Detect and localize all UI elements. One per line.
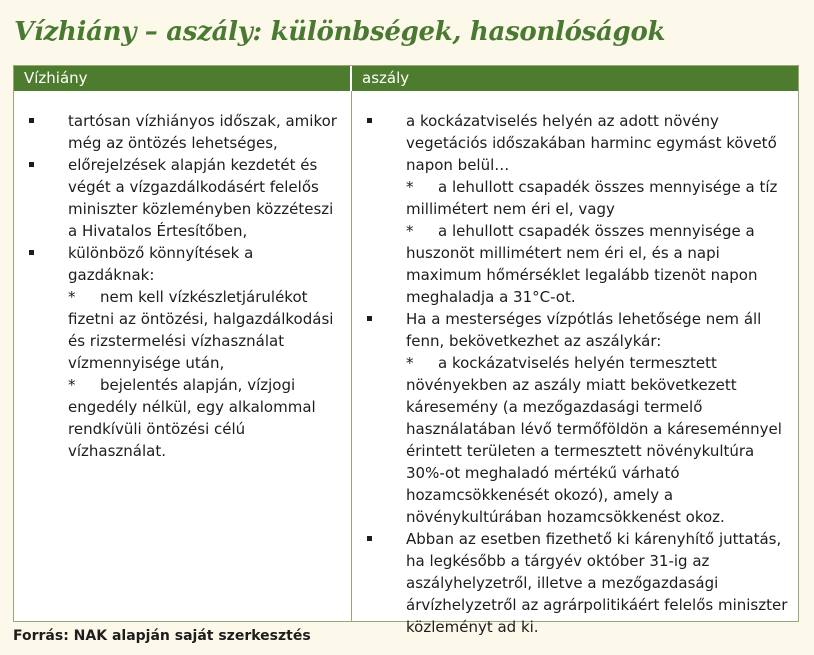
list-item: Ha a mesterséges vízpótlás lehetősége nem áll fenn, bekövetkezhet az aszálykár: <box>364 308 794 352</box>
column-divider-line <box>351 91 352 621</box>
list-item: tartósan vízhiányos időszak, amikor még az öntözés lehetséges, <box>26 110 342 154</box>
sub-item-text: bejelentés alapján, vízjogi engedély nélkül, egy alkalommal rendkívüli öntözési célú vízhasználat. <box>68 376 316 460</box>
vizhiany-column <box>26 110 342 462</box>
list-item: különböző könnyítések a gazdáknak: <box>26 242 342 286</box>
sub-item <box>364 220 794 308</box>
list-item: Abban az esetben fizethető ki kárenyhítő juttatás, ha legkésőbb a tárgyév október 31-ig az aszályhelyzetről, illetve a mezőgazdasági árvízhelyzetről az agrárpolitikáért felelős miniszter közleményt ad ki. <box>364 528 794 638</box>
sub-item-text: nem kell vízkészletjárulékot fizetni az öntözési, halgazdálkodási és rizstermelési vízhasználat vízmennyisége után, <box>68 288 334 372</box>
sub-item <box>364 352 794 528</box>
sub-item <box>364 176 794 220</box>
sub-item-text: a lehullott csapadék összes mennyisége a huszonöt millimétert nem éri el, és a napi maximum hőmérséklet legalább tizenöt napon meghaladja a 31°C-ot. <box>406 222 758 306</box>
sub-marker: * <box>68 376 76 394</box>
sub-marker: * <box>406 222 414 240</box>
table-header <box>14 66 798 91</box>
column-header-vizhiany: Vízhiány <box>24 69 88 87</box>
sub-item-text: a kockázatviselés helyén termesztett növényekben az aszály miatt bekövetkezett káresemény (a mezőgazdasági termelő használatában lévő termőföldön a káreseménnyel érintett területen a termesztett növénykultúra 30%-ot meghaladó mértékű várható hozamcsökkenését okozó), amely a növénykultúrában hozamcsökkenést okoz. <box>406 354 782 526</box>
source-caption: Forrás: NAK alapján saját szerkesztés <box>13 628 311 644</box>
sub-item <box>26 286 342 374</box>
list-item: előrejelzések alapján kezdetét és végét a vízgazdálkodásért felelős miniszter közleményben közzéteszi a Hivatalos Értesítőben, <box>26 154 342 242</box>
page-title: Vízhiány – aszály: különbségek, hasonlóságok <box>14 17 666 47</box>
sub-marker: * <box>406 354 414 372</box>
sub-item-text: a lehullott csapadék összes mennyisége a tíz millimétert nem éri el, vagy <box>406 178 778 218</box>
aszaly-column <box>364 110 794 638</box>
sub-marker: * <box>406 178 414 196</box>
list-item: a kockázatviselés helyén az adott növény vegetációs időszakában harminc egymást követő napon belül… <box>364 110 794 176</box>
sub-item <box>26 374 342 462</box>
sub-marker: * <box>68 288 76 306</box>
column-header-aszaly: aszály <box>362 69 410 87</box>
